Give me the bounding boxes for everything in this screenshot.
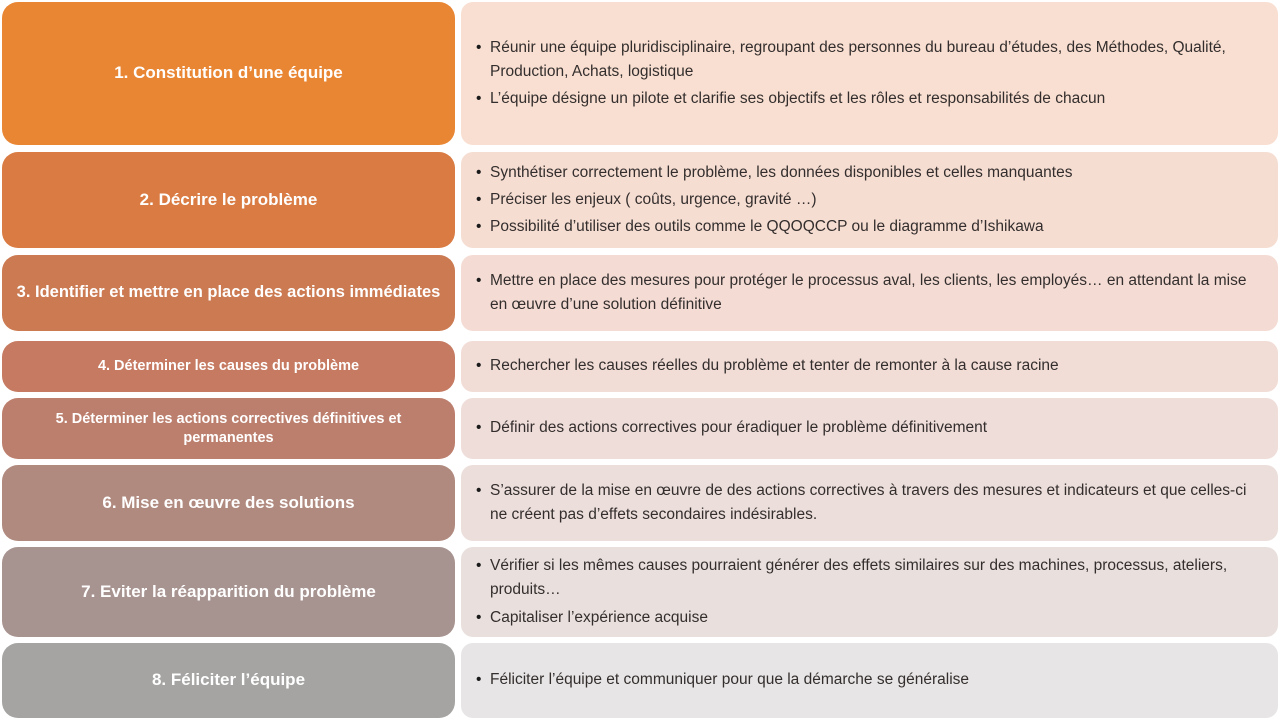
step-4-title: 4. Déterminer les causes du problème (97, 358, 360, 375)
step-row-7 (0, 547, 1280, 637)
step-3-detail-panel (461, 255, 1278, 331)
step-3-bullet-list (473, 269, 1258, 317)
step-1-title: 1. Constitution d’une équipe (114, 63, 343, 83)
step-7-title-box (2, 547, 455, 637)
step-row-5 (0, 398, 1280, 459)
step-5-bullet-list (473, 416, 1258, 440)
bullet-item: • Possibilité d’utiliser des outils comme le QQOQCCP ou le diagramme d’Ishikawa (473, 215, 1258, 239)
bullet-item: • Mettre en place des mesures pour protéger le processus aval, les clients, les employés… en attendant la mise en œuvre d’une solution définitive (473, 269, 1258, 317)
step-7-detail-panel (461, 547, 1278, 637)
bullet-item: • Synthétiser correctement le problème, les données disponibles et celles manquantes (473, 161, 1258, 185)
step-6-title: 6. Mise en œuvre des solutions (102, 492, 355, 512)
bullet-item: • Vérifier si les mêmes causes pourraient générer des effets similaires sur des machines, processus, ateliers, produits… (473, 554, 1258, 602)
step-4-bullet-list (473, 354, 1258, 378)
bullet-item: • Féliciter l’équipe et communiquer pour que la démarche se généralise (473, 668, 1258, 692)
step-6-detail-panel (461, 465, 1278, 541)
step-1-title-box (2, 2, 455, 145)
step-2-detail-panel (461, 152, 1278, 248)
step-4-title-box (2, 341, 455, 392)
bullet-item: • L’équipe désigne un pilote et clarifie ses objectifs et les rôles et responsabilités de chacun (473, 87, 1258, 111)
step-7-bullet-list (473, 554, 1258, 629)
step-2-bullet-list (473, 161, 1258, 239)
step-8-detail-panel (461, 643, 1278, 718)
step-row-4 (0, 341, 1280, 392)
step-row-6 (0, 465, 1280, 541)
bullet-item: • Définir des actions correctives pour éradiquer le problème définitivement (473, 416, 1258, 440)
step-4-detail-panel (461, 341, 1278, 392)
step-row-8 (0, 643, 1280, 718)
bullet-item: • Préciser les enjeux ( coûts, urgence, gravité …) (473, 188, 1258, 212)
step-row-3 (0, 255, 1280, 331)
step-2-title: 2. Décrire le problème (139, 189, 318, 209)
step-5-title: 5. Déterminer les actions correctives définitives et permanentes (55, 410, 402, 446)
step-5-title-box (2, 398, 455, 459)
bullet-item: • Capitaliser l’expérience acquise (473, 606, 1258, 630)
step-5-detail-panel (461, 398, 1278, 459)
step-2-title-box (2, 152, 455, 248)
step-1-detail-panel (461, 2, 1278, 145)
step-8-title: 8. Féliciter l’équipe (151, 670, 306, 690)
step-row-1 (0, 2, 1280, 145)
step-8-bullet-list (473, 668, 1258, 692)
step-row-2 (0, 152, 1280, 248)
bullet-item: • S’assurer de la mise en œuvre de des actions correctives à travers des mesures et indicateurs et que celles-ci ne créent pas d’effets secondaires indésirables. (473, 479, 1258, 527)
bullet-item: • Rechercher les causes réelles du problème et tenter de remonter à la cause racine (473, 354, 1258, 378)
bullet-item: • Réunir une équipe pluridisciplinaire, regroupant des personnes du bureau d’études, des Méthodes, Qualité, Production, Achats, logistique (473, 36, 1258, 84)
step-6-title-box (2, 465, 455, 541)
step-8-title-box (2, 643, 455, 718)
step-1-bullet-list (473, 36, 1258, 111)
step-3-title-box (2, 255, 455, 331)
step-6-bullet-list (473, 479, 1258, 527)
step-3-title: 3. Identifier et mettre en place des actions immédiates (16, 283, 441, 302)
step-7-title: 7. Eviter la réapparition du problème (81, 581, 376, 601)
